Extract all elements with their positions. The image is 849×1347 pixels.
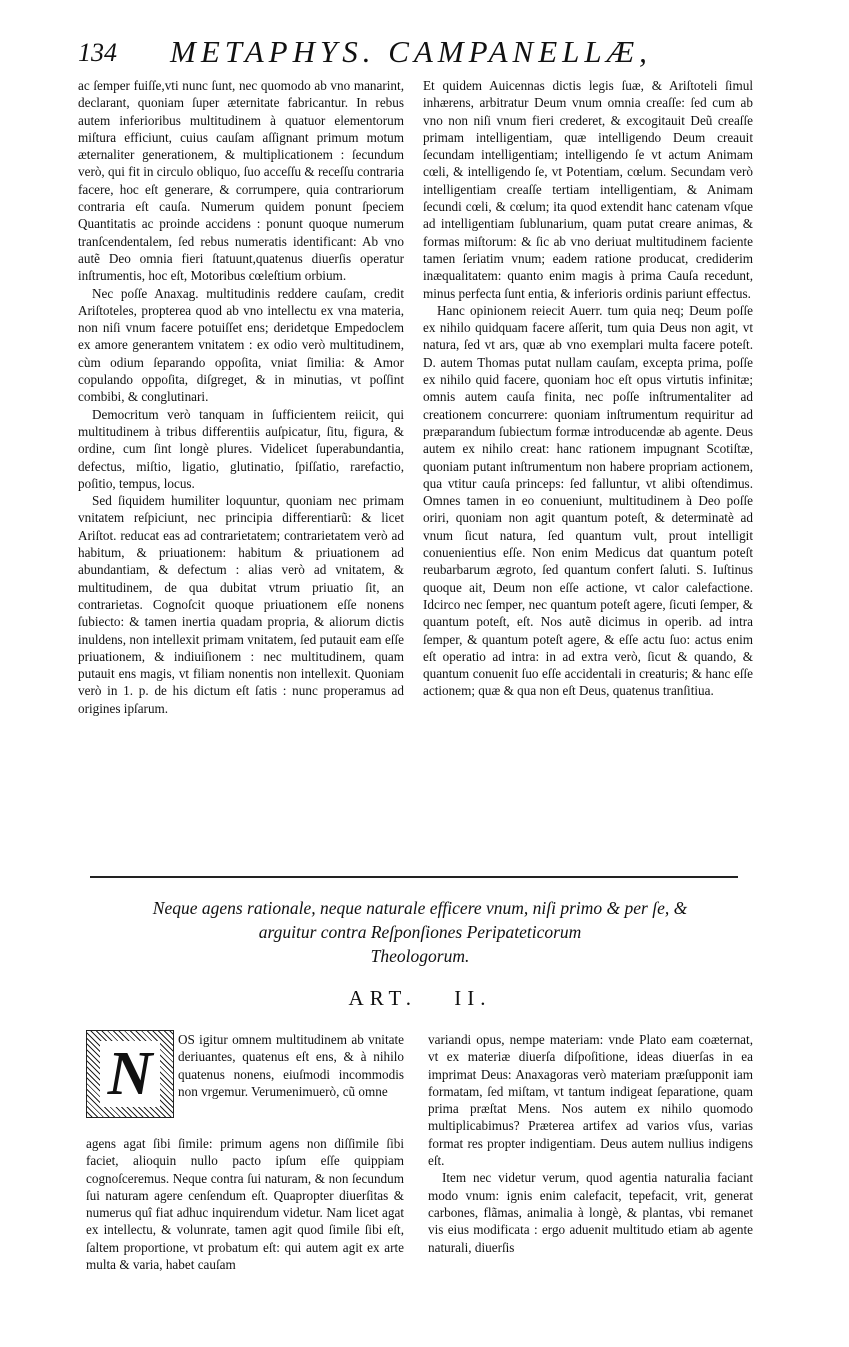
running-head: METAPHYS. CAMPANELLÆ, (170, 34, 652, 69)
section-title-line: arguitur contra Reſponſiones Peripateticorum (258, 922, 582, 942)
left-column-top (78, 77, 404, 717)
right-column-bottom (428, 1031, 753, 1256)
section-title (90, 896, 750, 968)
page-number: 134 (78, 38, 117, 67)
paragraph: agens agat ſibi ſimile: primum agens non diſſimile ſibi faciet, alioquin nullo pacto ipſum eſſe quippiam cognoſceremus. Neque contra ſui naturam, & non ſecundum ſui naturam agere cenſendum eſt. Quapropter diuerſitas & numerus quî fiat adhuc inquirendum videtur. Nam licet agat ex intellectu, & volunrate, tamen agit quod ſimile ſibi eſt, ſaltem proportione, vt probatum eſt: qui autem agit ex arte multa & varia, habet cauſam (86, 1136, 404, 1273)
paragraph: Sed ſiquidem humiliter loquuntur, quoniam nec primam vnitatem reſpiciunt, nec principia differentiarũ: & licet Ariſtot. reducat eas ad contrarietatem; contrarietatem verò ad habitum, & priuationem: habitum & priuationem ad abundantiam, & defectum : alias verò ad vnitatem, & multitudinem, de qua dubitat vtrum priuatio ſit, an contrarietas. Cognoſcit quoque priuationem eſſe nonens ſubiecto: & tamen inertia quadam propria, & aliorum dictis inuldens, non intellexit primam vnitatem, ſed putauit eam eſſe priuationem, & indiuiſionem : nec multitudinem, quam putauit ens magis, vt filiam nonentis non intellexit. Quoniam verò in 1. p. de his dictum eſt ſatis : nunc properamus ad origines ipſarum. (78, 493, 404, 716)
paragraph: Democritum verò tanquam in ſufficientem reiicit, qui multitudinem à tribus differentiis auſpicatur, ſitu, figura, & ordine, cum ſint longè plures. Videlicet ſuperabundantia, defectus, miſtio, ligatio, glutinatio, ſpiſſatio, rarefactio, poſitio, tempus, locus. (78, 406, 404, 491)
section-title-line: Theologorum. (370, 946, 470, 966)
page-header (78, 30, 738, 76)
article-label: ART. II. (348, 986, 492, 1010)
initial-letter: N (100, 1041, 160, 1107)
paragraph: Et quidem Auicennas dictis legis ſuæ, & Ariſtoteli ſimul inhærens, arbitratur Deum vnum omnia creaſſe: ſed cum ab vno non niſi vnum fieri crederet, & excogitauit Deũ creaſſe primam intelligentiam, quæ intelligendo Deum creauit ſecundam intelligentiam; intelligendo ſe vt actum Animam cœli, & intelligendo ſe, vt Potentiam, cœlum. Secundam verò intelligentiam creaſſe tertiam intelligentiam, & Animam ſecundi cœli, & cœlum; ita quod extendit hanc catenam vſque ad intelligentiam ſublunarium, quam putat creare animas, & formas miſtorum: & ſic ab vno deriuat multitudinem faciente tamen ſeriatim vnum; eadem ratione producat, crediderim inæqualitatem: quanto enim magis à prima Cauſa recedunt, minus perfecta ſunt entia, & inferioris ordinis pariunt effectus. (423, 78, 753, 301)
paragraph: Nec poſſe Anaxag. multitudinis reddere cauſam, credit Ariſtoteles, propterea quod ab vno intellectu ex vna materia, non niſi vnum facere potuiſſet ens; deridetque Empedoclem ex amore generantem vnitatem : ex odio verò multitudinem, cùm odium ſeparando oppoſita, vniat ſimilia: & Amor copulando oppoſita, diſgreget, & in minutias, vt poſſint combibi, & conglutinari. (78, 285, 404, 405)
paragraph: Hanc opinionem reiecit Auerr. tum quia neq; Deum poſſe ex nihilo quidquam facere aſſerit, tum quia Deus non agit, vt natura, ſed vt ars, quæ ab vno exemplari multa facere poteſt. D. autem Thomas putat nullam cauſam, excepta prima, poſſe ex nihilo quid facere, quoniam hoc eſt opus virtutis infinitæ; omnis autem cauſa finita, nec poſſe inſtrumentaliter ad creationem concurrere: quoniam inſtrumentum requiritur ad præparandum ſubiectum formæ introducendæ ab agente. Deus autem ex nihilo creat: hanc rationem impugnant Scotiſtæ, quoniam putant inſtrumentum non habere propriam actionem, qua vtitur cauſa princeps: ſed falluntur, vt alibi oſtendimus. Omnes tamen in eo conueniunt, multitudinem à Deo poſſe oriri, quoniam non agit quantum poteſt, & determinatè ad vnum ſicut natura, ſed quantum vult, prout intelligit conuenientius eſſe. Non enim Medicus dat quantum poteſt reubarbarum ægroto, ſed quantum confert ſaluti. S. Iuſtinus quoque ait, Deum non eſſe actione, vt calor calefactione. Idcirco nec ſemper, nec quantum poteſt agere, ſicuti ſemper, & quantum poteſt, eſt. Nos autẽ dicimus in operib. ad intra ſemper, & quantum poteſt agere, & eſſe actu ſuo: actus enim eſt operatio ad intra: in ad extra verò, ſicut & quando, & quantum conuenit ſuo eſſe accidentali in creaturis; & hanc eſſe actionem; quæ & qua non eſt Deus, quatenus tranſitiua. (423, 302, 753, 699)
right-column-top (423, 77, 753, 700)
left-column-bottom-indented (178, 1031, 404, 1100)
paragraph: OS igitur omnem multitudinem ab vnitate deriuantes, quatenus eſt ens, & à nihilo quatenus nonens, eiuſmodi incommodis non vrgemur. Verumenimuerò, cũ omne (178, 1032, 404, 1099)
paragraph: ac ſemper fuiſſe,vti nunc ſunt, nec quomodo ab vno manarint, declarant, quoniam ſuper æternitate fabricantur. In rebus autem inferioribus multitudinem à quatuor elementorum miſtura efficiunt, cuius cauſam aſſignant primum motum æternaliter generationem, & multiplicationem : ſecundum verò, qui fit in circulo obliquo, ſuo acceſſu & receſſu contraria facere, hoc eſt generare, & corrumpere, quia contrariorum contraria eſt cauſa. Numerum quidem ponunt ſpeciem Quantitatis ac proinde accidens : ponunt quoque numerum tranſcendentalem, ſed rebus numeratis identificant: Ab vno autẽ Deo omnia fieri ſtatuunt,quatenus diuerſis operatur inſtrumentis, hoc eſt, Motoribus cœleſtium orbium. (78, 78, 404, 284)
decorated-initial (86, 1030, 174, 1118)
left-column-bottom (86, 1135, 404, 1273)
section-divider (90, 876, 738, 878)
paragraph: variandi opus, nempe materiam: vnde Plato eam coæternat, vt ex materiæ diuerſa diſpoſitione, ideas diuerſas in ea imprimat Deus: Anaxagoras verò materiam præſupponit iam formatam, ſed miſtam, vt tantum indigeat ſeparatione, quam prima præſtat Mens. Nos autem ex nihilo quomodo multiplicabimus? Præterea artifex ad varios vſus, varias format res propter indigentiam. Deus autem nullius indigens eſt. (428, 1032, 753, 1169)
paragraph: Item nec videtur verum, quod agentia naturalia faciant modo vnum: ignis enim calefacit, tepefacit, vrit, generat carbones, flãmas, animalia à longè, & plantas, vbi remanet vis eius modificata : ergo aduenit multitudo etiam ab agente naturali, diuerſis (428, 1170, 753, 1255)
section-title-line: Neque agens rationale, neque naturale efficere vnum, niſi primo & per ſe, & (152, 898, 688, 918)
